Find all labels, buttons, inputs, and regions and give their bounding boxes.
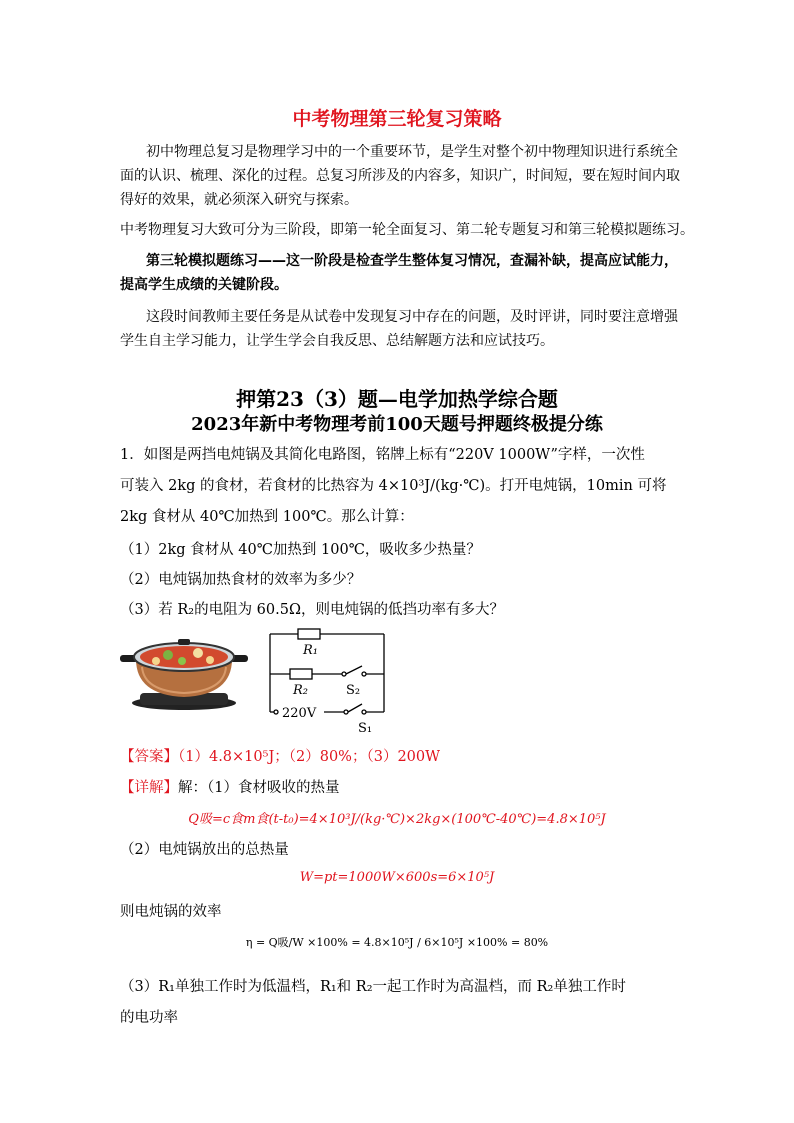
question-line3: 2kg 食材从 40℃加热到 100℃。那么计算： [120,509,414,525]
formula-heat-absorbed: Q吸=c食m食(t-t₀)=4×10³J/(kg·℃)×2kg×(100℃-40℃)=4.8×10⁵J [188,812,606,827]
detail-step1: 解：（1）食材吸收的热量 [178,780,340,796]
intro-p1-line2: 面的认识、梳理、深化的过程。总复习所涉及的内容多，知识广，时间短，要在短时间内取 [120,168,680,184]
intro-p1-line3: 得好的效果，就必须深入研究与探索。 [120,192,358,208]
s1-switch-icon [348,704,362,712]
intro-p4-line2: 学生自主学习能力，让学生学会自我反思、总结解题方法和应试技巧。 [120,333,554,349]
detail-step4-line1: （3）R₁单独工作时为低温档，R₁和 R₂一起工作时为高温档，而 R₂单独工作时 [120,979,626,995]
intro-p4-line1: 这段时间教师主要任务是从试卷中发现复习中存在的问题，及时评讲，同时要注意增强 [146,309,678,325]
formula-total-heat: W=pt=1000W×600s=6×10⁵J [299,870,495,885]
question-sub1: （1）2kg 食材从 40℃加热到 100℃，吸收多少热量？ [120,542,481,558]
circuit-diagram [262,622,392,738]
intro-p3-line1: 第三轮模拟题练习——这一阶段是检查学生整体复习情况，查漏补缺，提高应试能力， [146,253,678,269]
r1-resistor-icon [298,629,320,639]
intro-p1-line1: 初中物理总复习是物理学习中的一个重要环节，是学生对整个初中物理知识进行系统全 [146,144,678,160]
voltage-label: 220V [282,706,317,721]
s2-label: S₂ [346,683,361,698]
formula-efficiency: η = Q吸/W ×100% = 4.8×10⁵J / 6×10⁵J ×100% = 80% [245,936,549,949]
s1-label: S₁ [358,721,373,736]
r2-resistor-icon [290,669,312,679]
detail-step2: （2）电炖锅放出的总热量 [120,842,289,858]
r1-label: R₁ [303,643,318,658]
detail-line1 [120,776,339,797]
answer-text: （1）4.8×10⁵J；（2）80%；（3）200W [178,749,441,765]
detail-label: 【详解】 [120,780,178,796]
s2-switch-icon [346,666,362,674]
answer-line [120,745,440,766]
question-sub3: （3）若 R₂的电阻为 60.5Ω，则电炖锅的低挡功率有多大？ [120,602,504,618]
section-heading: 押第23（3）题—电学加热学综合题 [236,387,558,411]
section-subheading: 2023年新中考物理考前100天题号押题终极提分练 [191,414,603,435]
r2-label: R₂ [293,683,308,698]
stew-pot-image [118,633,250,713]
question-sub2: （2）电炖锅加热食材的效率为多少？ [120,572,362,588]
detail-step3: 则电炖锅的效率 [120,904,222,920]
page-title: 中考物理第三轮复习策略 [292,108,502,130]
intro-p3-line2: 提高学生成绩的关键阶段。 [120,277,288,293]
answer-label: 【答案】 [120,749,178,765]
detail-step4-line2: 的电功率 [120,1010,178,1026]
question-line2: 可装入 2kg 的食材，若食材的比热容为 4×10³J/(kg·℃)。打开电炖锅，10min 可将 [120,478,667,494]
question-line1: 1．如图是两挡电炖锅及其简化电路图，铭牌上标有“220V 1000W”字样，一次性 [120,447,645,463]
intro-p2: 中考物理复习大致可分为三阶段，即第一轮全面复习、第二轮专题复习和第三轮模拟题练习。 [120,222,694,238]
